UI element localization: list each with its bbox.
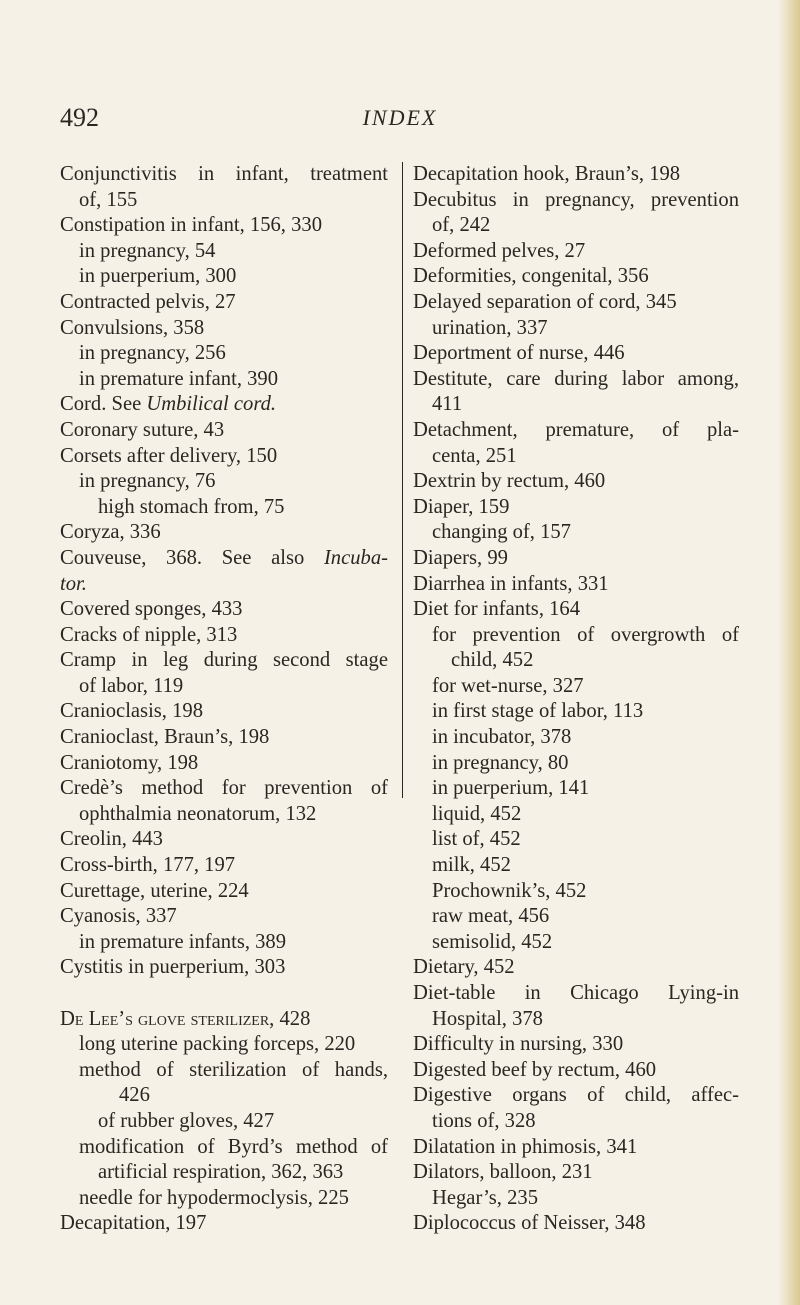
entry-text: liquid, 452 — [432, 802, 522, 825]
index-entry — [60, 623, 388, 649]
index-entry — [60, 316, 388, 342]
index-entry — [413, 495, 739, 521]
entry-text: changing of, 157 — [432, 521, 571, 544]
entry-text: Diapers, 99 — [413, 546, 508, 569]
entry-text: Digestive organs of child, affec- — [413, 1084, 739, 1107]
index-column-left — [60, 162, 388, 1237]
entry-text: Decapitation, 197 — [60, 1212, 207, 1235]
index-entry — [413, 520, 739, 546]
index-entry — [413, 1160, 739, 1186]
entry-text: for prevention of overgrowth of — [432, 623, 739, 646]
entry-text: in pregnancy, 256 — [79, 342, 226, 365]
index-entry — [413, 623, 739, 649]
entry-text: Hegar’s, 235 — [432, 1186, 538, 1209]
entry-text: raw meat, 456 — [432, 905, 550, 928]
entry-text: Digested beef by rectum, 460 — [413, 1058, 657, 1081]
index-entry — [60, 290, 388, 316]
entry-text: artificial respiration, 362, 363 — [98, 1161, 344, 1184]
entry-text: Creolin, 443 — [60, 828, 163, 851]
entry-text: child, 452 — [451, 649, 534, 672]
entry-text: Cross-birth, 177, 197 — [60, 854, 236, 877]
entry-text: semisolid, 452 — [432, 930, 553, 953]
index-entry — [413, 392, 739, 418]
entry-text: 426 — [119, 1084, 150, 1107]
index-entry — [413, 904, 739, 930]
entry-text: Cramp in leg during second stage — [60, 649, 388, 672]
index-entry — [60, 853, 388, 879]
entry-text: Dilators, balloon, 231 — [413, 1161, 593, 1184]
entry-text: Cranioclasis, 198 — [60, 700, 203, 723]
index-entry — [413, 1186, 739, 1212]
entry-text: Cystitis in puerperium, 303 — [60, 956, 286, 979]
entry-text: Cord. See — [60, 393, 147, 416]
index-entry — [413, 469, 739, 495]
entry-text: milk, 452 — [432, 854, 511, 877]
index-entry — [60, 367, 388, 393]
entry-text: De Lee’s glove sterilizer, 428 — [60, 1007, 311, 1030]
index-entry — [413, 418, 739, 444]
index-entry — [413, 290, 739, 316]
entry-text: in pregnancy, 76 — [79, 470, 216, 493]
index-column-right — [402, 162, 739, 1235]
index-entry — [413, 1211, 739, 1237]
entry-text: Prochownik’s, 452 — [432, 879, 587, 902]
index-entry — [60, 162, 388, 188]
index-entry — [413, 1032, 739, 1058]
index-entry — [60, 699, 388, 725]
entry-text: Diet for infants, 164 — [413, 598, 581, 621]
index-entry — [60, 955, 388, 981]
index-entry — [60, 1186, 388, 1212]
index-entry — [413, 725, 739, 751]
entry-text: Convulsions, 358 — [60, 316, 205, 339]
index-entry — [413, 699, 739, 725]
index-entry — [413, 802, 739, 828]
index-entry — [413, 316, 739, 342]
entry-text: method of sterilization of hands, — [79, 1058, 388, 1081]
index-entry — [60, 1083, 388, 1109]
index-entry — [413, 1109, 739, 1135]
index-entry — [413, 1135, 739, 1161]
entry-text: Constipation in infant, 156, 330 — [60, 214, 322, 237]
entry-text: in premature infant, 390 — [79, 367, 279, 390]
entry-text: Cyanosis, 337 — [60, 905, 177, 928]
entry-text: of, 155 — [79, 188, 138, 211]
entry-text: centa, 251 — [432, 444, 517, 467]
index-entry — [413, 981, 739, 1007]
entry-text: Couveuse, 368. See also — [60, 546, 324, 569]
index-entry — [60, 495, 388, 521]
index-entry — [413, 1058, 739, 1084]
entry-text: Contracted pelvis, 27 — [60, 290, 236, 313]
entry-text: in pregnancy, 80 — [432, 751, 569, 774]
index-entry — [60, 392, 388, 418]
index-entry — [413, 827, 739, 853]
index-entry — [413, 572, 739, 598]
index-entry — [60, 1007, 388, 1033]
entry-text: Destitute, care during labor among, — [413, 367, 739, 390]
index-entry — [60, 597, 388, 623]
entry-text: Decubitus in pregnancy, prevention — [413, 188, 739, 211]
entry-italic-text: tor. — [60, 572, 87, 595]
entry-text: Deportment of nurse, 446 — [413, 342, 625, 365]
index-entry — [413, 239, 739, 265]
entry-text: Diplococcus of Neisser, 348 — [413, 1212, 646, 1235]
index-entry — [413, 776, 739, 802]
entry-text: Decapitation hook, Braun’s, 198 — [413, 163, 681, 185]
index-entry — [413, 367, 739, 393]
entry-text: ophthalmia neonatorum, 132 — [79, 802, 317, 825]
index-entry — [60, 469, 388, 495]
index-entry — [60, 1032, 388, 1058]
entry-text: Covered sponges, 433 — [60, 598, 243, 621]
page-number: 492 — [60, 103, 99, 132]
entry-text: Deformed pelves, 27 — [413, 239, 586, 262]
entry-text: Curettage, uterine, 224 — [60, 879, 249, 902]
index-entry — [60, 188, 388, 214]
entry-text: tions of, 328 — [432, 1109, 536, 1132]
entry-text: Coryza, 336 — [60, 521, 161, 544]
entry-text: 411 — [432, 393, 463, 416]
index-entry — [60, 674, 388, 700]
entry-italic-text: Incuba- — [323, 546, 388, 569]
index-entry — [413, 264, 739, 290]
index-entry — [60, 572, 388, 598]
entry-text: Dilatation in phimosis, 341 — [413, 1135, 638, 1158]
entry-text: Conjunctivitis in infant, treatment — [60, 163, 388, 185]
entry-text: of, 242 — [432, 214, 491, 237]
entry-text: in puerperium, 141 — [432, 777, 590, 800]
index-entry — [413, 648, 739, 674]
entry-text: Delayed separation of cord, 345 — [413, 290, 677, 313]
entry-text: in puerperium, 300 — [79, 265, 237, 288]
index-entry — [60, 1109, 388, 1135]
index-entry — [60, 239, 388, 265]
entry-text: Dietary, 452 — [413, 956, 515, 979]
index-entry — [60, 930, 388, 956]
entry-text: Cranioclast, Braun’s, 198 — [60, 726, 270, 749]
index-entry — [413, 930, 739, 956]
entry-text: in premature infants, 389 — [79, 930, 287, 953]
index-entry — [60, 341, 388, 367]
entry-text: in pregnancy, 54 — [79, 239, 216, 262]
entry-text: Hospital, 378 — [432, 1007, 543, 1030]
entry-text: Detachment, premature, of pla- — [413, 418, 739, 441]
index-entry — [413, 1083, 739, 1109]
entry-text: of rubber gloves, 427 — [98, 1109, 275, 1132]
index-entry — [413, 444, 739, 470]
entry-text: Craniotomy, 198 — [60, 751, 199, 774]
section-gap — [60, 981, 388, 1007]
entry-text: Difficulty in nursing, 330 — [413, 1033, 624, 1056]
entry-text: high stomach from, 75 — [98, 495, 285, 518]
entry-text: in incubator, 378 — [432, 726, 572, 749]
page-header — [0, 103, 800, 143]
index-entry — [60, 418, 388, 444]
index-entry — [60, 904, 388, 930]
index-entry — [60, 444, 388, 470]
entry-text: needle for hypodermoclysis, 225 — [79, 1186, 349, 1209]
entry-text: Dextrin by rectum, 460 — [413, 470, 606, 493]
index-entry — [60, 1211, 388, 1237]
entry-text: Coronary suture, 43 — [60, 418, 225, 441]
index-entry — [60, 751, 388, 777]
entry-italic-text: Umbilical cord. — [146, 393, 277, 416]
index-entry — [60, 827, 388, 853]
entry-text: Cracks of nipple, 313 — [60, 623, 238, 646]
entry-text: urination, 337 — [432, 316, 548, 339]
index-entry — [60, 802, 388, 828]
entry-text: of labor, 119 — [79, 674, 184, 697]
index-entry — [60, 776, 388, 802]
index-entry — [413, 879, 739, 905]
entry-text: long uterine packing forceps, 220 — [79, 1033, 356, 1056]
index-entry — [60, 879, 388, 905]
entry-text: in first stage of labor, 113 — [432, 700, 644, 723]
index-entry — [413, 1007, 739, 1033]
index-entry — [60, 725, 388, 751]
entry-text: modification of Byrd’s method of — [79, 1135, 388, 1158]
index-entry — [413, 597, 739, 623]
index-entry — [60, 264, 388, 290]
entry-text: Corsets after delivery, 150 — [60, 444, 278, 467]
index-entry — [60, 1135, 388, 1161]
index-entry — [60, 648, 388, 674]
page-edge — [778, 0, 800, 1305]
index-entry — [413, 751, 739, 777]
index-entry — [413, 188, 739, 214]
index-entry — [413, 546, 739, 572]
entry-text: for wet-nurse, 327 — [432, 674, 584, 697]
entry-text: Diet-table in Chicago Lying-in — [413, 982, 739, 1004]
index-entry — [413, 853, 739, 879]
index-entry — [413, 213, 739, 239]
entry-text: Diarrhea in infants, 331 — [413, 572, 609, 595]
index-entry — [60, 1058, 388, 1084]
running-head: INDEX — [362, 105, 438, 130]
index-entry — [60, 546, 388, 572]
index-entry — [60, 213, 388, 239]
entry-text: list of, 452 — [432, 828, 521, 851]
index-entry — [413, 674, 739, 700]
entry-text: Deformities, congenital, 356 — [413, 265, 649, 288]
entry-text: Credè’s method for prevention of — [60, 777, 388, 800]
index-entry — [413, 955, 739, 981]
index-entry — [60, 1160, 388, 1186]
entry-text: Diaper, 159 — [413, 495, 510, 518]
index-entry — [413, 341, 739, 367]
index-entry — [413, 162, 739, 188]
index-entry — [60, 520, 388, 546]
